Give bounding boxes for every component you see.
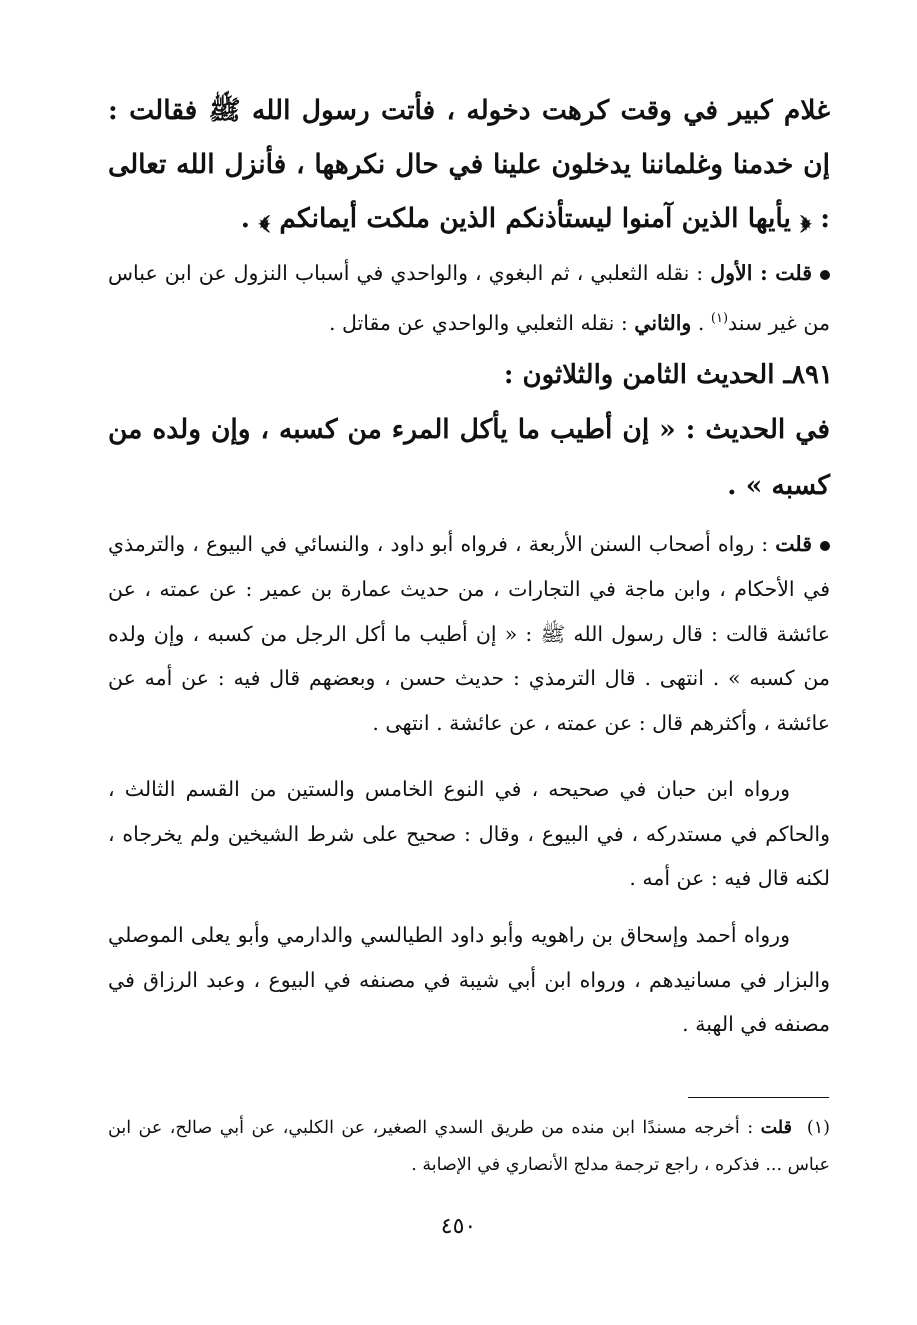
footnote-number: (١) [806, 1118, 830, 1138]
paragraph-commentary-1 [108, 250, 830, 346]
footnote-ref[interactable]: (١) [710, 311, 729, 326]
page-number: ٤٥٠ [440, 1214, 477, 1239]
second-text: : نقله الثعلبي والواحدي عن مقاتل . [329, 310, 635, 335]
qult-label: قلت : [752, 261, 812, 285]
first-label: الأول [710, 261, 753, 285]
footnote-text: : أخرجه مسندًا ابن منده من طريق السدي الصغير، عن الكلبي، عن أبي صالح، عن ابن عباس ... فذكره ، راجع ترجمة مدلج الأنصاري في الإصابة . [108, 1118, 830, 1175]
commentary-text: : رواه أصحاب السنن الأربعة ، فرواه أبو داود ، والنسائي في البيوع ، والترمذي في الأحكام ، وابن ماجة في التجارات ، من حديث عمارة بن عمير : عن عمته ، عن عائشة قالت : قال رسول الله ﷺ : « إن أطيب ما أكل الرجل من كسبه ، وإن ولده من كسبه » . انتهى . قال الترمذي : حديث حسن ، وبعضهم قال فيه : عن أمه عن عائشة ، وأكثرهم قال : عن عمته ، عن عائشة . انتهى . [108, 532, 830, 736]
qult-label: قلت [775, 532, 812, 556]
separator: . [691, 310, 711, 335]
footnote-divider [688, 1097, 829, 1098]
paragraph-ahmad: ورواه أحمد وإسحاق بن راهويه وأبو داود الطيالسي والدارمي وأبو يعلى الموصلي والبزار في مسانيدهم ، ورواه ابن أبي شيبة في مصنفه في البيوع ، وعبد الرزاق في مصنفه في الهبة . [108, 923, 830, 1036]
second-label: والثاني [634, 310, 692, 335]
hadith-text: في الحديث : « إن أطيب ما يأكل المرء من كسبه ، وإن ولده من كسبه » . [108, 414, 830, 501]
first-text: : نقله الثعلبي ، ثم البغوي ، والواحدي في أسباب النزول عن ابن عباس من غير سند [108, 261, 830, 335]
footnote [108, 1110, 830, 1184]
bullet-icon [820, 541, 830, 551]
paragraph-opening: غلام كبير في وقت كرهت دخوله ، فأتت رسول الله ﷺ فقالت : إن خدمنا وغلماننا يدخلون علينا في حال نكرهها ، فأنزل الله تعالى : ﴿ يأيها الذين آمنوا ليستأذنكم الذين ملكت أيمانكم ﴾ . [108, 95, 830, 234]
hadith-heading: ٨٩١ـ الحديث الثامن والثلاثون : [503, 360, 833, 390]
paragraph-commentary-2 [108, 522, 830, 746]
footnote-qult-label: قلت [760, 1118, 792, 1138]
bullet-icon [820, 270, 830, 280]
paragraph-ibn-hibban: ورواه ابن حبان في صحيحه ، في النوع الخامس والستين من القسم الثالث ، والحاكم في مستدركه ، في البيوع ، وقال : صحيح على شرط الشيخين ولم يخرجاه ، لكنه قال فيه : عن أمه . [108, 777, 830, 890]
